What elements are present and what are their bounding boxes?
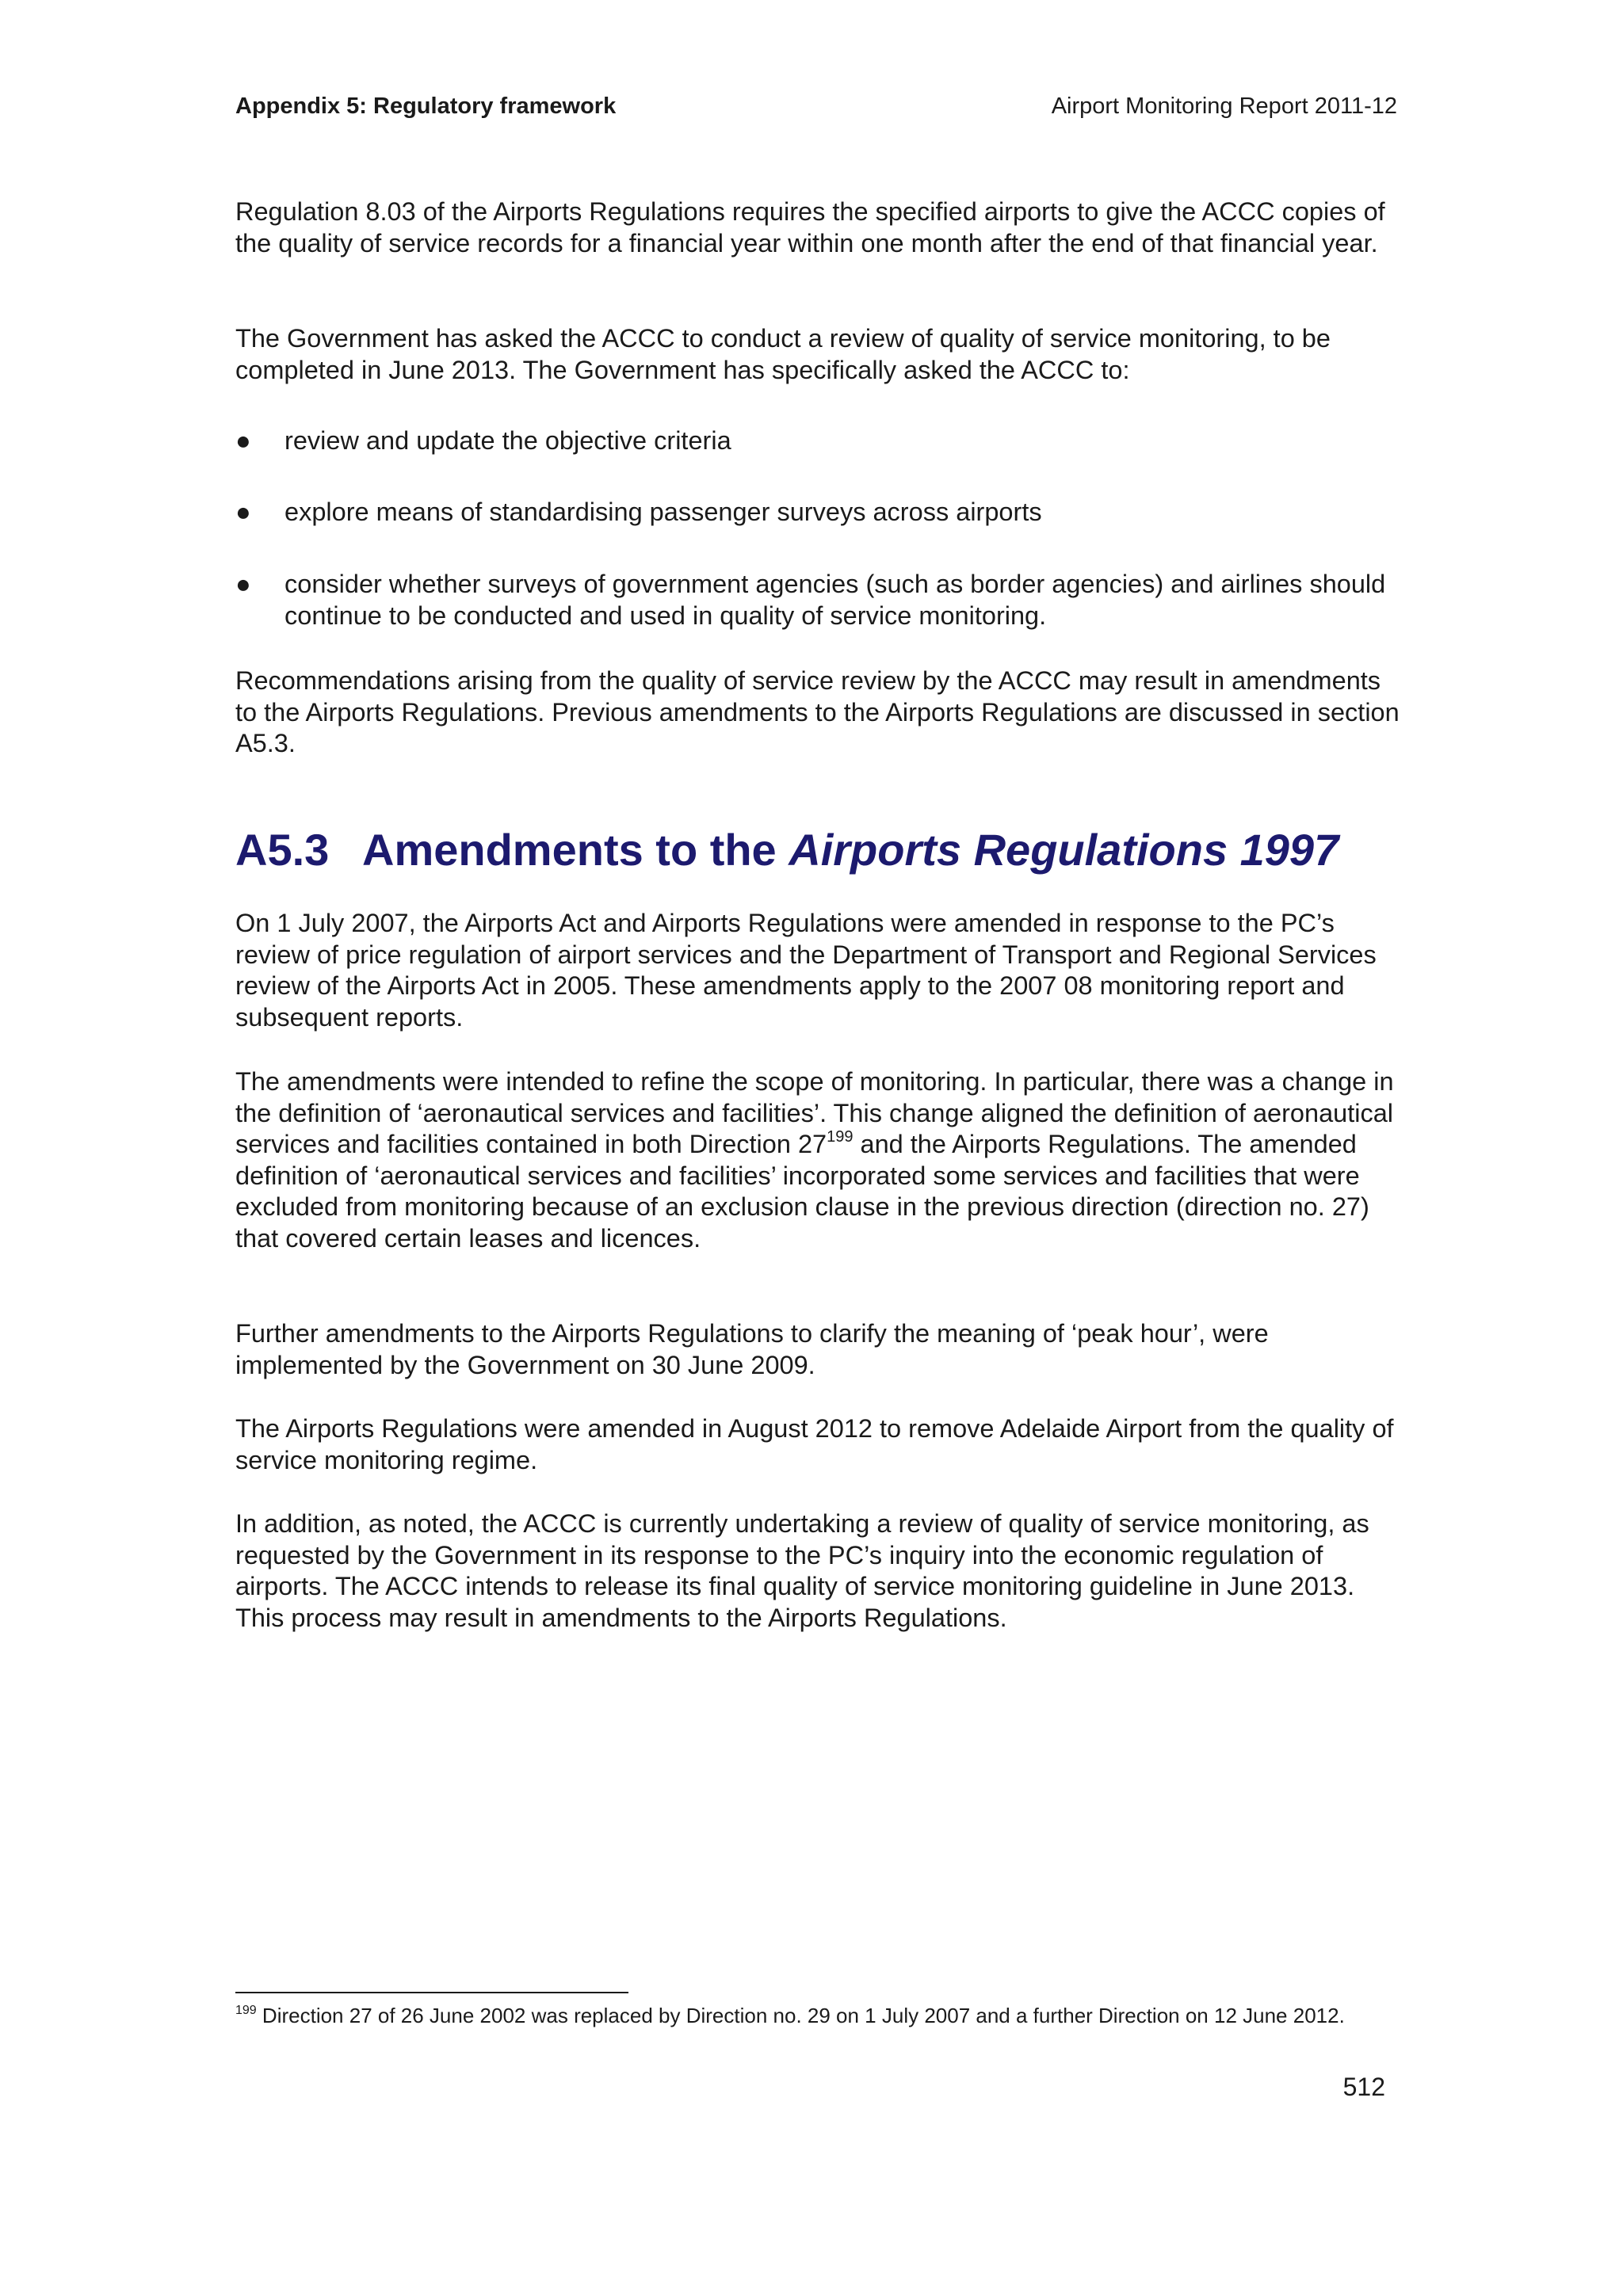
bullet-icon: ● bbox=[235, 570, 251, 598]
paragraph-text: The amendments were intended to refine the scope of monitoring. In particular, there was a change in the definition of ‘aeronautical services and facilities’. This change aligned the definition of aeronautical services and facilities contained in both Direction 27 bbox=[235, 1067, 1394, 1158]
bullet-text: consider whether surveys of government agencies (such as border agencies) and airlines should continue to be conducted and used in quality of service monitoring. bbox=[285, 570, 1386, 630]
paragraph-scope-refinement bbox=[235, 1066, 1400, 1254]
running-header-right: Airport Monitoring Report 2011-12 bbox=[1051, 93, 1397, 119]
paragraph-government-review: The Government has asked the ACCC to conduct a review of quality of service monitoring, to be completed in June 2013. The Government has specifically asked the ACCC to: bbox=[235, 324, 1331, 384]
paragraph-review-in-progress: In addition, as noted, the ACCC is currently undertaking a review of quality of service monitoring, as requested by the Government in its response to the PC’s inquiry into the economic regulation of airports. The ACCC intends to release its final quality of service monitoring guideline in June 2013. This process may result in amendments to the Airports Regulations. bbox=[235, 1509, 1369, 1632]
paragraph-adelaide-airport: The Airports Regulations were amended in August 2012 to remove Adelaide Airport from the quality of service monitoring regime. bbox=[235, 1414, 1394, 1474]
paragraph-regulation-803: Regulation 8.03 of the Airports Regulations requires the specified airports to give the ACCC copies of the quality of service records for a financial year within one month after the end of that financial year. bbox=[235, 197, 1385, 257]
paragraph-peak-hour: Further amendments to the Airports Regulations to clarify the meaning of ‘peak hour’, were implemented by the Government on 30 June 2009. bbox=[235, 1319, 1269, 1379]
bullet-icon: ● bbox=[235, 498, 251, 526]
section-heading bbox=[235, 824, 1338, 875]
page-number: 512 bbox=[1342, 2073, 1385, 2101]
footnote-text: Direction 27 of 26 June 2002 was replaced by Direction no. 29 on 1 July 2007 and a further Direction on 12 June 2012. bbox=[256, 2004, 1345, 2027]
footnote bbox=[235, 2003, 1400, 2028]
bullet-text: explore means of standardising passenger surveys across airports bbox=[285, 498, 1042, 526]
bullet-icon: ● bbox=[235, 426, 251, 455]
running-header-left: Appendix 5: Regulatory framework bbox=[235, 93, 617, 119]
footnote-reference[interactable]: 199 bbox=[827, 1128, 854, 1146]
footnote-divider bbox=[235, 1992, 628, 1993]
paragraph-text: and the Airports Regulations. The amended definition of ‘aeronautical services and facilities’ incorporated some services and facilities that were excluded from monitoring because of an exclusion clause in the previous direction (direction no. 27) that covered certain leases and licences. bbox=[235, 1130, 1369, 1253]
section-number: A5.3 bbox=[235, 825, 330, 875]
section-title-italic: Airports Regulations 1997 bbox=[789, 825, 1339, 875]
section-title-plain: Amendments to the bbox=[362, 825, 789, 875]
paragraph-july-2007-amendments: On 1 July 2007, the Airports Act and Airports Regulations were amended in response to the PC’s review of price regulation of airport services and the Department of Transport and Regional Services review of the Airports Act in 2005. These amendments apply to the 2007 08 monitoring report and subsequent reports. bbox=[235, 909, 1377, 1032]
bullet-text: review and update the objective criteria bbox=[285, 426, 731, 455]
footnote-marker: 199 bbox=[235, 2004, 257, 2017]
paragraph-recommendations: Recommendations arising from the quality of service review by the ACCC may result in amendments to the Airports Regulations. Previous amendments to the Airports Regulations are discussed in section A5.3. bbox=[235, 666, 1400, 757]
